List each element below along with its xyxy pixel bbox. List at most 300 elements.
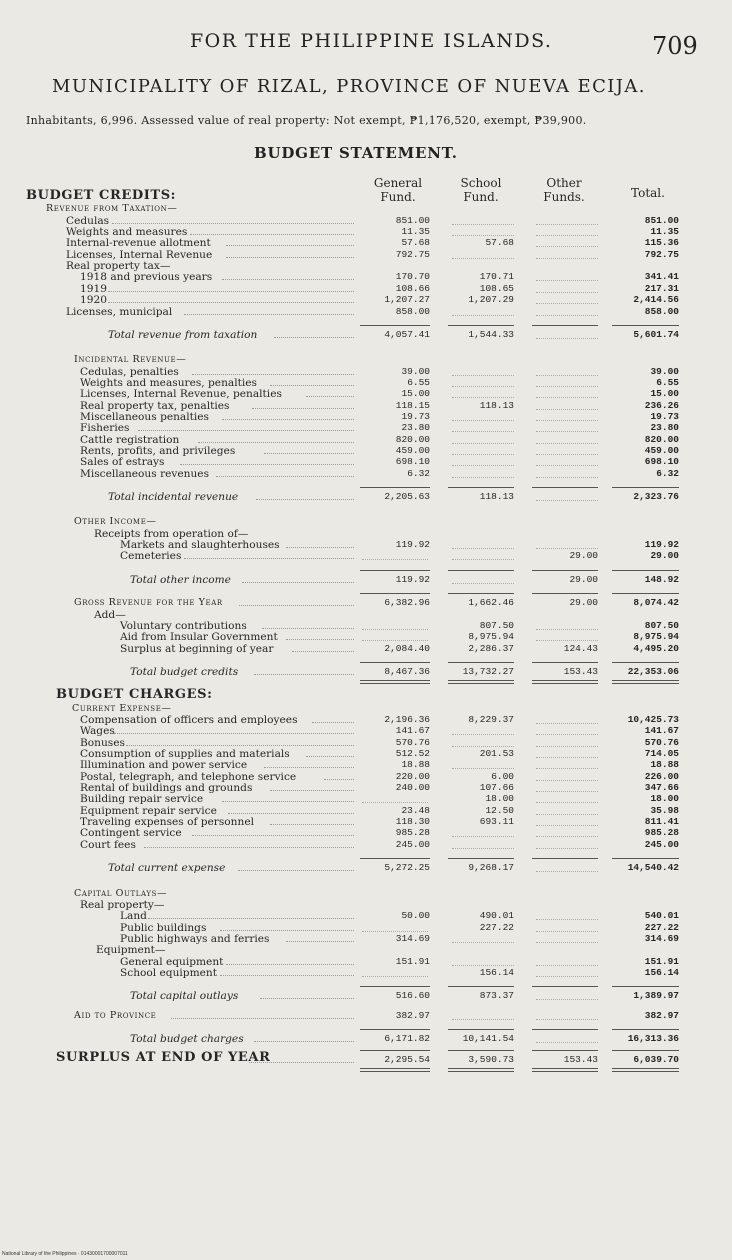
blank-cell xyxy=(536,918,598,920)
value-general: 15.00 xyxy=(401,388,430,400)
value-total: 570.76 xyxy=(644,736,679,748)
value-total: 141.67 xyxy=(644,725,679,737)
blank-cell xyxy=(452,396,514,398)
value-total: 226.00 xyxy=(644,770,679,782)
table-row xyxy=(0,956,732,968)
dot-leader xyxy=(190,226,354,235)
value-school: 1,207.29 xyxy=(468,294,514,306)
blank-cell xyxy=(452,733,514,735)
value-total: 8,975.94 xyxy=(633,631,679,643)
blank-cell xyxy=(536,756,598,758)
dot-leader xyxy=(144,839,354,848)
value-total: 2,414.56 xyxy=(633,294,679,306)
value-school: 873.37 xyxy=(479,990,514,1002)
column-rule xyxy=(612,1050,679,1051)
blank-cell xyxy=(536,998,598,1000)
table-row xyxy=(0,516,732,528)
value-general: 118.30 xyxy=(395,816,430,828)
blank-cell xyxy=(362,639,428,641)
value-total: 8,074.42 xyxy=(633,597,679,609)
column-rule xyxy=(360,593,430,594)
blank-cell xyxy=(536,847,598,849)
table-row xyxy=(0,422,732,434)
blank-cell xyxy=(452,745,514,747)
row-label: Incidental Revenue— xyxy=(74,354,187,366)
column-rule xyxy=(448,593,514,594)
table-row xyxy=(0,434,732,446)
blank-cell xyxy=(536,314,598,316)
row-label: General equipment xyxy=(120,955,224,968)
blank-cell xyxy=(536,975,598,977)
table-row xyxy=(0,377,732,389)
dot-leader xyxy=(226,237,354,246)
blank-cell xyxy=(536,302,598,304)
row-label: Rents, profits, and privileges xyxy=(80,445,236,457)
blank-cell xyxy=(362,801,428,803)
column-rule xyxy=(532,570,598,571)
value-general: 570.76 xyxy=(395,736,430,748)
value-total: 714.05 xyxy=(644,748,679,759)
table-row xyxy=(0,666,732,678)
table-row xyxy=(0,862,732,874)
value-total: 382.97 xyxy=(644,1009,679,1021)
table-row xyxy=(0,609,732,621)
double-rule xyxy=(612,1071,679,1072)
blank-cell xyxy=(362,930,428,932)
value-total: 151.91 xyxy=(644,955,679,967)
row-label: Cattle registration xyxy=(80,433,180,446)
value-school: 107.66 xyxy=(479,782,514,794)
row-label: Equipment— xyxy=(96,944,166,957)
column-rule xyxy=(360,570,430,571)
row-label: Compensation of officers and employees xyxy=(80,713,298,726)
dot-leader xyxy=(220,967,354,976)
row-label: Public highways and ferries xyxy=(120,932,270,945)
value-total: 807.50 xyxy=(644,619,679,631)
table-row xyxy=(0,550,732,562)
blank-cell xyxy=(536,745,598,747)
row-label: Real property tax, penalties xyxy=(80,399,230,412)
row-label: 1918 and previous years xyxy=(80,271,213,284)
dot-leader xyxy=(226,956,354,965)
value-school: 118.13 xyxy=(479,491,514,503)
blank-cell xyxy=(452,847,514,849)
blank-cell xyxy=(452,941,514,943)
blank-cell xyxy=(536,790,598,792)
blank-cell xyxy=(536,442,598,444)
column-rule xyxy=(532,1050,598,1051)
row-label: Consumption of supplies and materials xyxy=(80,748,290,760)
column-rule xyxy=(448,1029,514,1030)
value-total: 14,540.42 xyxy=(627,862,679,874)
value-general: 698.10 xyxy=(395,456,430,468)
value-general: 170.70 xyxy=(395,271,430,283)
value-total: 347.66 xyxy=(644,782,679,794)
value-total: 18.00 xyxy=(650,793,679,805)
double-rule xyxy=(448,1071,514,1072)
table-row xyxy=(0,456,732,468)
row-label: Fisheries xyxy=(80,422,130,435)
blank-cell xyxy=(536,1018,598,1020)
value-general: 39.00 xyxy=(401,365,430,377)
column-rule xyxy=(360,1029,430,1030)
double-rule xyxy=(448,680,514,681)
value-general: 220.00 xyxy=(395,770,430,782)
table-row xyxy=(0,990,732,1002)
statement-title: BUDGET STATEMENT. xyxy=(254,144,458,162)
blank-cell xyxy=(452,767,514,769)
value-general: 245.00 xyxy=(395,838,430,850)
double-rule xyxy=(448,1068,514,1069)
blank-cell xyxy=(536,1041,598,1043)
value-total: 11.35 xyxy=(650,226,679,238)
blank-cell xyxy=(362,558,428,560)
value-school: 156.14 xyxy=(479,966,514,978)
row-label: Total incidental revenue xyxy=(108,491,239,504)
blank-cell xyxy=(536,824,598,826)
row-label: Wages xyxy=(80,725,115,738)
table-row xyxy=(0,737,732,749)
value-school: 10,141.54 xyxy=(462,1033,514,1044)
table-row xyxy=(0,899,732,911)
table-row xyxy=(0,910,732,922)
column-rule xyxy=(448,662,514,663)
dot-leader xyxy=(222,271,354,280)
table-row xyxy=(0,203,732,215)
value-school: 13,732.27 xyxy=(462,665,514,677)
row-label: Cedulas xyxy=(66,214,110,227)
dot-leader xyxy=(192,366,354,375)
table-row xyxy=(0,597,732,609)
value-total: 811.41 xyxy=(644,816,679,828)
column-rule xyxy=(360,325,430,326)
value-school: 8,975.94 xyxy=(468,631,514,643)
value-general: 6,171.82 xyxy=(384,1033,430,1044)
value-general: 50.00 xyxy=(401,910,430,922)
row-label: Licenses, municipal xyxy=(66,305,173,318)
value-total: 19.73 xyxy=(650,410,679,422)
dot-leader xyxy=(254,666,354,675)
table-row xyxy=(0,528,732,540)
dot-leader xyxy=(238,862,354,871)
dot-leader xyxy=(256,491,354,500)
column-header-school-text: School Fund. xyxy=(460,176,502,204)
table-row xyxy=(0,748,732,760)
value-school: 12.50 xyxy=(485,804,514,816)
row-label: Court fees xyxy=(80,838,136,851)
value-total: 39.00 xyxy=(650,365,679,377)
table-row xyxy=(0,631,732,643)
blank-cell xyxy=(452,442,514,444)
dot-leader xyxy=(249,1054,354,1063)
table-row xyxy=(0,215,732,227)
value-total: 35.98 xyxy=(650,804,679,816)
column-header-other-text: Other Funds. xyxy=(543,176,585,204)
blank-cell xyxy=(536,374,598,376)
blank-cell xyxy=(536,722,598,724)
table-row xyxy=(0,827,732,839)
row-label: Other Income— xyxy=(74,516,157,528)
value-total: 6.55 xyxy=(656,376,679,388)
dot-leader xyxy=(108,283,354,292)
column-rule xyxy=(448,858,514,859)
value-general: 6.32 xyxy=(407,467,430,479)
value-school: 108.65 xyxy=(479,282,514,294)
row-label: Licenses, Internal Revenue, penalties xyxy=(80,388,282,401)
value-general: 985.28 xyxy=(395,827,430,839)
value-total: 245.00 xyxy=(644,838,679,850)
dot-leader xyxy=(184,550,354,559)
column-rule xyxy=(360,1050,430,1051)
dot-leader xyxy=(222,793,354,802)
row-label: Receipts from operation of— xyxy=(94,527,249,540)
value-school: 1,544.33 xyxy=(468,328,514,340)
row-label: Land xyxy=(120,910,147,923)
blank-cell xyxy=(536,396,598,398)
value-school: 6.00 xyxy=(491,770,514,782)
value-total: 29.00 xyxy=(650,550,679,562)
value-general: 459.00 xyxy=(395,445,430,456)
table-row xyxy=(0,468,732,480)
dot-leader xyxy=(148,910,354,919)
blank-cell xyxy=(536,279,598,281)
column-rule xyxy=(532,986,598,987)
row-label: School equipment xyxy=(120,966,217,979)
blank-cell xyxy=(536,801,598,803)
column-header-general-text: General Fund. xyxy=(373,176,423,204)
value-school: 227.22 xyxy=(479,921,514,933)
dot-leader xyxy=(286,933,354,942)
row-label: Total capital outlays xyxy=(130,990,239,1003)
column-rule xyxy=(448,325,514,326)
value-general: 6.55 xyxy=(407,376,430,388)
row-label: Bonuses xyxy=(80,736,125,749)
dot-leader xyxy=(264,445,354,454)
row-label: Total budget charges xyxy=(130,1033,244,1045)
value-school: 3,590.73 xyxy=(468,1054,514,1066)
row-label: Aid to Province xyxy=(74,1009,157,1021)
value-school: 807.50 xyxy=(479,619,514,631)
column-rule xyxy=(360,487,430,488)
double-rule xyxy=(532,1071,598,1072)
table-row xyxy=(0,260,732,272)
value-general: 851.00 xyxy=(395,214,430,226)
double-rule xyxy=(360,683,430,684)
table-row xyxy=(0,771,732,783)
blank-cell xyxy=(536,779,598,781)
column-rule xyxy=(360,986,430,987)
value-total: 148.92 xyxy=(644,573,679,585)
table-row xyxy=(0,306,732,318)
value-total: 23.80 xyxy=(650,422,679,434)
dot-leader xyxy=(270,816,354,825)
double-rule xyxy=(612,680,679,681)
blank-cell xyxy=(536,941,598,943)
dot-leader xyxy=(114,725,354,734)
value-total: 119.92 xyxy=(644,539,679,551)
row-label: Markets and slaughterhouses xyxy=(120,539,280,552)
value-general: 23.48 xyxy=(401,804,430,816)
blank-cell xyxy=(536,430,598,432)
value-school: 490.01 xyxy=(479,910,514,922)
table-row xyxy=(0,805,732,817)
blank-cell xyxy=(536,464,598,466)
row-label: 1920 xyxy=(80,294,107,307)
row-label: Licenses, Internal Revenue xyxy=(66,248,213,261)
blank-cell xyxy=(536,628,598,630)
value-total: 820.00 xyxy=(644,433,679,445)
value-total: 227.22 xyxy=(644,921,679,933)
value-total: 341.41 xyxy=(644,271,679,283)
value-general: 151.91 xyxy=(395,955,430,967)
value-general: 4,057.41 xyxy=(384,328,430,340)
dot-leader xyxy=(264,759,354,768)
blank-cell xyxy=(536,234,598,236)
dot-leader xyxy=(252,400,354,409)
value-other: 153.43 xyxy=(563,665,598,677)
dot-leader xyxy=(239,597,354,606)
table-row xyxy=(0,816,732,828)
value-general: 8,467.36 xyxy=(384,665,430,677)
blank-cell xyxy=(362,628,428,630)
row-label: Revenue from Taxation— xyxy=(46,203,178,215)
value-total: 858.00 xyxy=(644,305,679,317)
dot-leader xyxy=(260,990,354,999)
value-school: 693.11 xyxy=(479,816,514,828)
column-rule xyxy=(612,1029,679,1030)
blank-cell xyxy=(452,582,514,584)
value-total: 6.32 xyxy=(656,467,679,479)
table-row xyxy=(0,294,732,306)
table-row xyxy=(0,354,732,366)
row-label: Cedulas, penalties xyxy=(80,365,179,378)
value-general: 240.00 xyxy=(395,782,430,794)
row-label: Weights and measures, penalties xyxy=(80,376,257,389)
value-general: 57.68 xyxy=(401,237,430,249)
column-rule xyxy=(612,986,679,987)
page-number: 709 xyxy=(652,32,698,60)
dot-leader xyxy=(306,748,354,757)
blank-cell xyxy=(536,385,598,387)
blank-cell xyxy=(536,337,598,339)
value-general: 820.00 xyxy=(395,433,430,445)
double-rule xyxy=(532,683,598,684)
table-row xyxy=(0,283,732,295)
table-row xyxy=(0,725,732,737)
table-row xyxy=(0,411,732,423)
value-total: 6,039.70 xyxy=(633,1054,679,1066)
row-label: Total budget credits xyxy=(130,665,239,678)
row-label: Gross Revenue for the Year xyxy=(74,597,223,609)
dot-leader xyxy=(254,1033,354,1042)
value-school: 170.71 xyxy=(479,271,514,283)
value-general: 23.80 xyxy=(401,422,430,434)
value-general: 18.88 xyxy=(401,759,430,771)
blank-cell xyxy=(452,1018,514,1020)
table-row xyxy=(0,226,732,238)
table-row xyxy=(0,271,732,283)
dot-leader xyxy=(171,1010,354,1019)
dot-leader xyxy=(226,249,354,258)
dot-leader xyxy=(180,456,354,465)
value-total: 698.10 xyxy=(644,456,679,468)
value-general: 382.97 xyxy=(395,1009,430,1021)
value-general: 2,205.63 xyxy=(384,491,430,503)
running-head: FOR THE PHILIPPINE ISLANDS. xyxy=(190,30,553,52)
blank-cell xyxy=(452,314,514,316)
double-rule xyxy=(612,683,679,684)
dot-leader xyxy=(228,805,354,814)
blank-cell xyxy=(536,813,598,815)
table-row xyxy=(0,933,732,945)
dot-leader xyxy=(270,377,354,386)
value-total: 540.01 xyxy=(644,910,679,922)
value-total: 16,313.36 xyxy=(627,1033,679,1044)
row-label: Cemeteries xyxy=(120,550,182,563)
value-general: 5,272.25 xyxy=(384,862,430,874)
column-rule xyxy=(612,858,679,859)
blank-cell xyxy=(452,374,514,376)
value-school: 8,229.37 xyxy=(468,713,514,725)
table-row xyxy=(0,782,732,794)
value-school: 2,286.37 xyxy=(468,642,514,654)
row-label: Miscellaneous revenues xyxy=(80,467,210,480)
value-general: 516.60 xyxy=(395,990,430,1002)
dot-leader xyxy=(184,306,354,315)
row-label: Miscellaneous penalties xyxy=(80,410,209,423)
value-total: 236.26 xyxy=(644,399,679,411)
value-general: 11.35 xyxy=(401,226,430,238)
row-label: Aid from Insular Government xyxy=(120,631,278,644)
row-label: Total other income xyxy=(130,573,231,586)
column-rule xyxy=(360,858,430,859)
double-rule xyxy=(360,680,430,681)
dot-leader xyxy=(112,215,354,224)
row-label: 1919 xyxy=(80,282,107,295)
value-total: 156.14 xyxy=(644,966,679,978)
value-general: 2,295.54 xyxy=(384,1054,430,1066)
table-row xyxy=(0,491,732,503)
row-label: Real property— xyxy=(80,898,165,911)
value-total: 459.00 xyxy=(644,445,679,456)
double-rule xyxy=(612,1068,679,1069)
blank-cell xyxy=(362,975,428,977)
double-rule xyxy=(360,1071,430,1072)
table-row xyxy=(0,539,732,551)
municipality-title: MUNICIPALITY OF RIZAL, PROVINCE OF NUEVA ECIJA. xyxy=(52,76,646,97)
table-row xyxy=(0,388,732,400)
blank-cell xyxy=(452,453,514,455)
table-row xyxy=(0,620,732,632)
table-row xyxy=(0,366,732,378)
column-rule xyxy=(612,487,679,488)
blank-cell xyxy=(536,223,598,225)
value-school: 9,268.17 xyxy=(468,862,514,874)
value-total: 1,389.97 xyxy=(633,990,679,1002)
blank-cell xyxy=(536,291,598,293)
table-row xyxy=(0,1033,732,1045)
dot-leader xyxy=(126,737,354,746)
blank-cell xyxy=(452,419,514,421)
blank-cell xyxy=(536,476,598,478)
value-total: 5,601.74 xyxy=(633,328,679,340)
row-label: Sales of estrays xyxy=(80,456,165,469)
column-rule xyxy=(532,858,598,859)
table-row xyxy=(0,329,732,341)
value-general: 6,382.96 xyxy=(384,597,430,609)
blank-cell xyxy=(452,430,514,432)
blank-cell xyxy=(452,385,514,387)
